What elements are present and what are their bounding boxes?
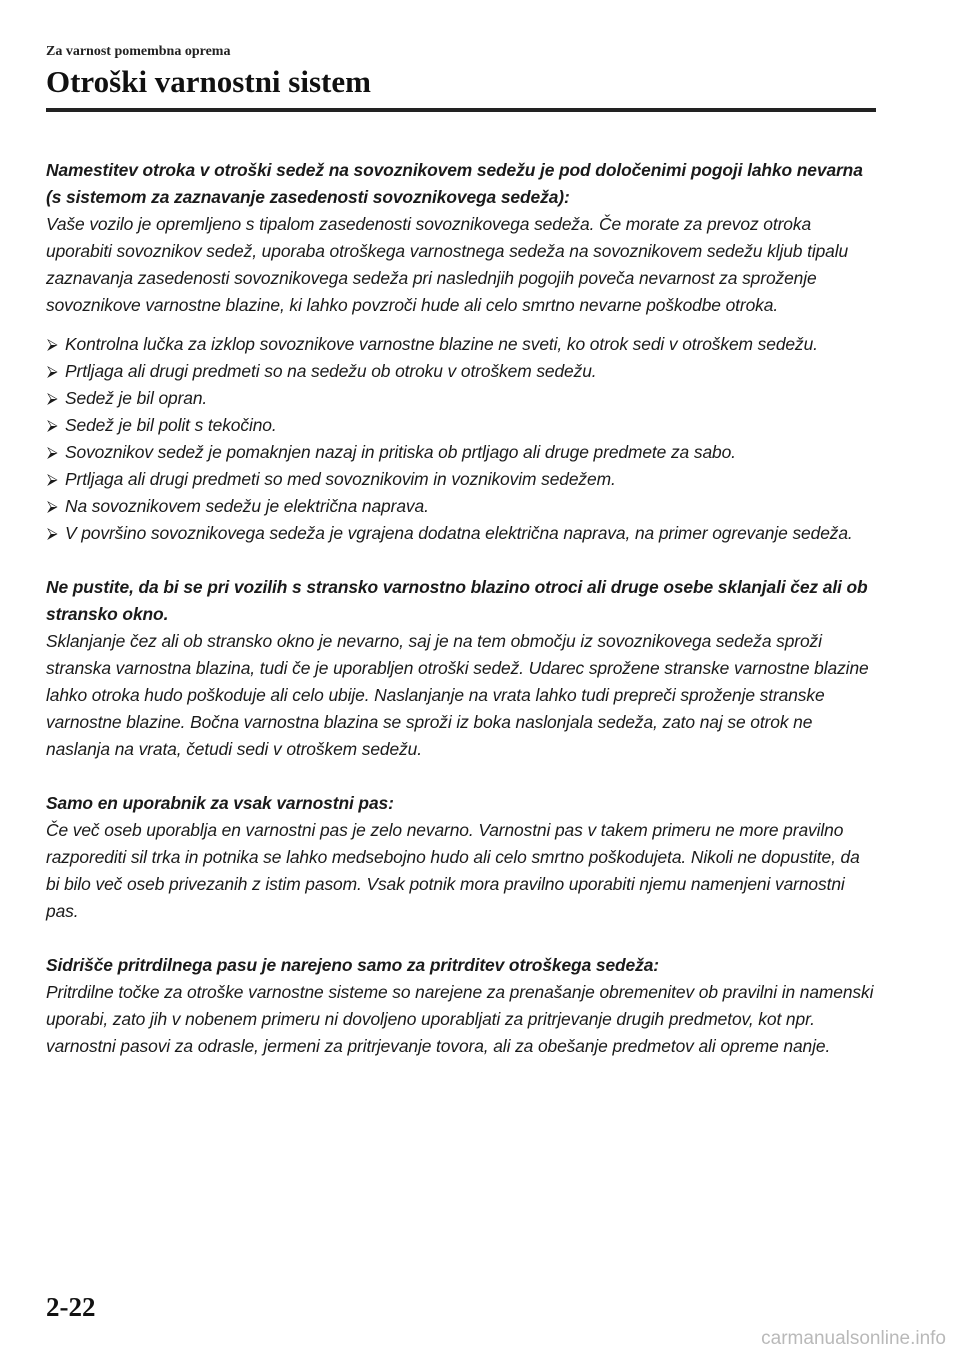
- arrow-bullet-icon: ⮚: [47, 336, 58, 353]
- list-item: ⮚ Sovoznikov sedež je pomaknjen nazaj in pritiska ob prtljago ali druge predmete za sabo.: [46, 439, 876, 466]
- page-number: 2-22: [46, 1292, 96, 1322]
- page-title: Otroški varnostni sistem: [46, 64, 371, 99]
- arrow-bullet-icon: ⮚: [47, 444, 58, 461]
- section-heading: Namestitev otroka v otroški sedež na sovoznikovem sedežu je pod določenimi pogoji lahko nevarna (s sistemom za zaznavanje zasedenosti sovoznikovega sedeža):: [46, 160, 863, 207]
- warning-section-tether-anchor: [46, 952, 876, 1060]
- title-rule: [46, 108, 876, 112]
- section-heading: Sidrišče pritrdilnega pasu je narejeno samo za pritrditev otroškega sedeža:: [46, 955, 659, 975]
- section-body: Vaše vozilo je opremljeno s tipalom zasedenosti sovoznikovega sedeža. Če morate za prevoz otroka uporabiti sovoznikov sedež, uporaba otroškega varnostnega sedeža na sovoznikovem sedežu kljub tipalu zaznavanja zasedenosti sovoznikovega sedeža pri naslednjih pogojih poveča nevarnost za sproženje sovoznikove varnostne blazine, ki lahko povzroči hude ali celo smrtno nevarne poškodbe otroka.: [46, 214, 849, 315]
- list-item: ⮚ V površino sovoznikovega sedeža je vgrajena dodatna električna naprava, na primer ogrevanje sedeža.: [46, 520, 876, 547]
- section-heading: Ne pustite, da bi se pri vozilih s stransko varnostno blazino otroci ali druge osebe sklanjali čez ali ob stransko okno.: [46, 577, 868, 624]
- list-item: ⮚ Na sovoznikovem sedežu je električna naprava.: [46, 493, 876, 520]
- list-item: ⮚ Kontrolna lučka za izklop sovoznikove varnostne blazine ne sveti, ko otrok sedi v otroškem sedežu.: [46, 331, 876, 358]
- list-item: ⮚ Sedež je bil polit s tekočino.: [46, 412, 876, 439]
- section-body: Pritrdilne točke za otroške varnostne sisteme so narejene za prenašanje obremenitev ob pravilni in namenski uporabi, zato jih v nobenem primeru ni dovoljeno uporabljati za pritrjevanje drugih predmetov, kot npr. varnostni pasovi za odrasle, jermeni za pritrjevanje tovora, ali za obešanje predmetov ali opreme nanje.: [46, 982, 874, 1056]
- warning-section-passenger-seat: [46, 157, 876, 547]
- arrow-bullet-icon: ⮚: [47, 471, 58, 488]
- warning-section-side-airbag: [46, 574, 876, 763]
- list-item: ⮚ Prtljaga ali drugi predmeti so med sovoznikovim in voznikovim sedežem.: [46, 466, 876, 493]
- section-body: Če več oseb uporablja en varnostni pas je zelo nevarno. Varnostni pas v takem primeru ne more pravilno razporediti sil trka in potnika se lahko medsebojno hudo ali celo smrtno poškodujeta. Nikoli ne dopustite, da bi bilo več oseb privezanih z istim pasom. Vsak potnik mora pravilno uporabiti njemu namenjeni varnostni pas.: [46, 820, 860, 921]
- section-body: Sklanjanje čez ali ob stransko okno je nevarno, saj je na tem območju iz sovoznikovega sedeža sproži stranska varnostna blazina, tudi če je uporabljen otroški sedež. Udarec sprožene stranske varnostne blazine lahko otroka hudo poškoduje ali celo ubije. Naslanjanje na vrata lahko tudi prepreči sproženje stranske varnostne blazine. Bočna varnostna blazina se sproži iz boka naslonjala sedeža, zato naj se otrok ne naslanja na vrata, četudi sedi v otroškem sedežu.: [46, 631, 869, 759]
- page-content: [46, 157, 876, 1087]
- arrow-bullet-icon: ⮚: [47, 498, 58, 515]
- list-item: ⮚ Sedež je bil opran.: [46, 385, 876, 412]
- condition-list: [46, 331, 876, 547]
- arrow-bullet-icon: ⮚: [47, 390, 58, 407]
- section-heading: Samo en uporabnik za vsak varnostni pas:: [46, 793, 394, 813]
- site-watermark: carmanualsonline.info: [761, 1328, 946, 1349]
- arrow-bullet-icon: ⮚: [47, 417, 58, 434]
- list-item: ⮚ Prtljaga ali drugi predmeti so na sedežu ob otroku v otroškem sedežu.: [46, 358, 876, 385]
- section-kicker: Za varnost pomembna oprema: [46, 44, 231, 59]
- arrow-bullet-icon: ⮚: [47, 525, 58, 542]
- warning-section-one-user-per-belt: [46, 790, 876, 925]
- arrow-bullet-icon: ⮚: [47, 363, 58, 380]
